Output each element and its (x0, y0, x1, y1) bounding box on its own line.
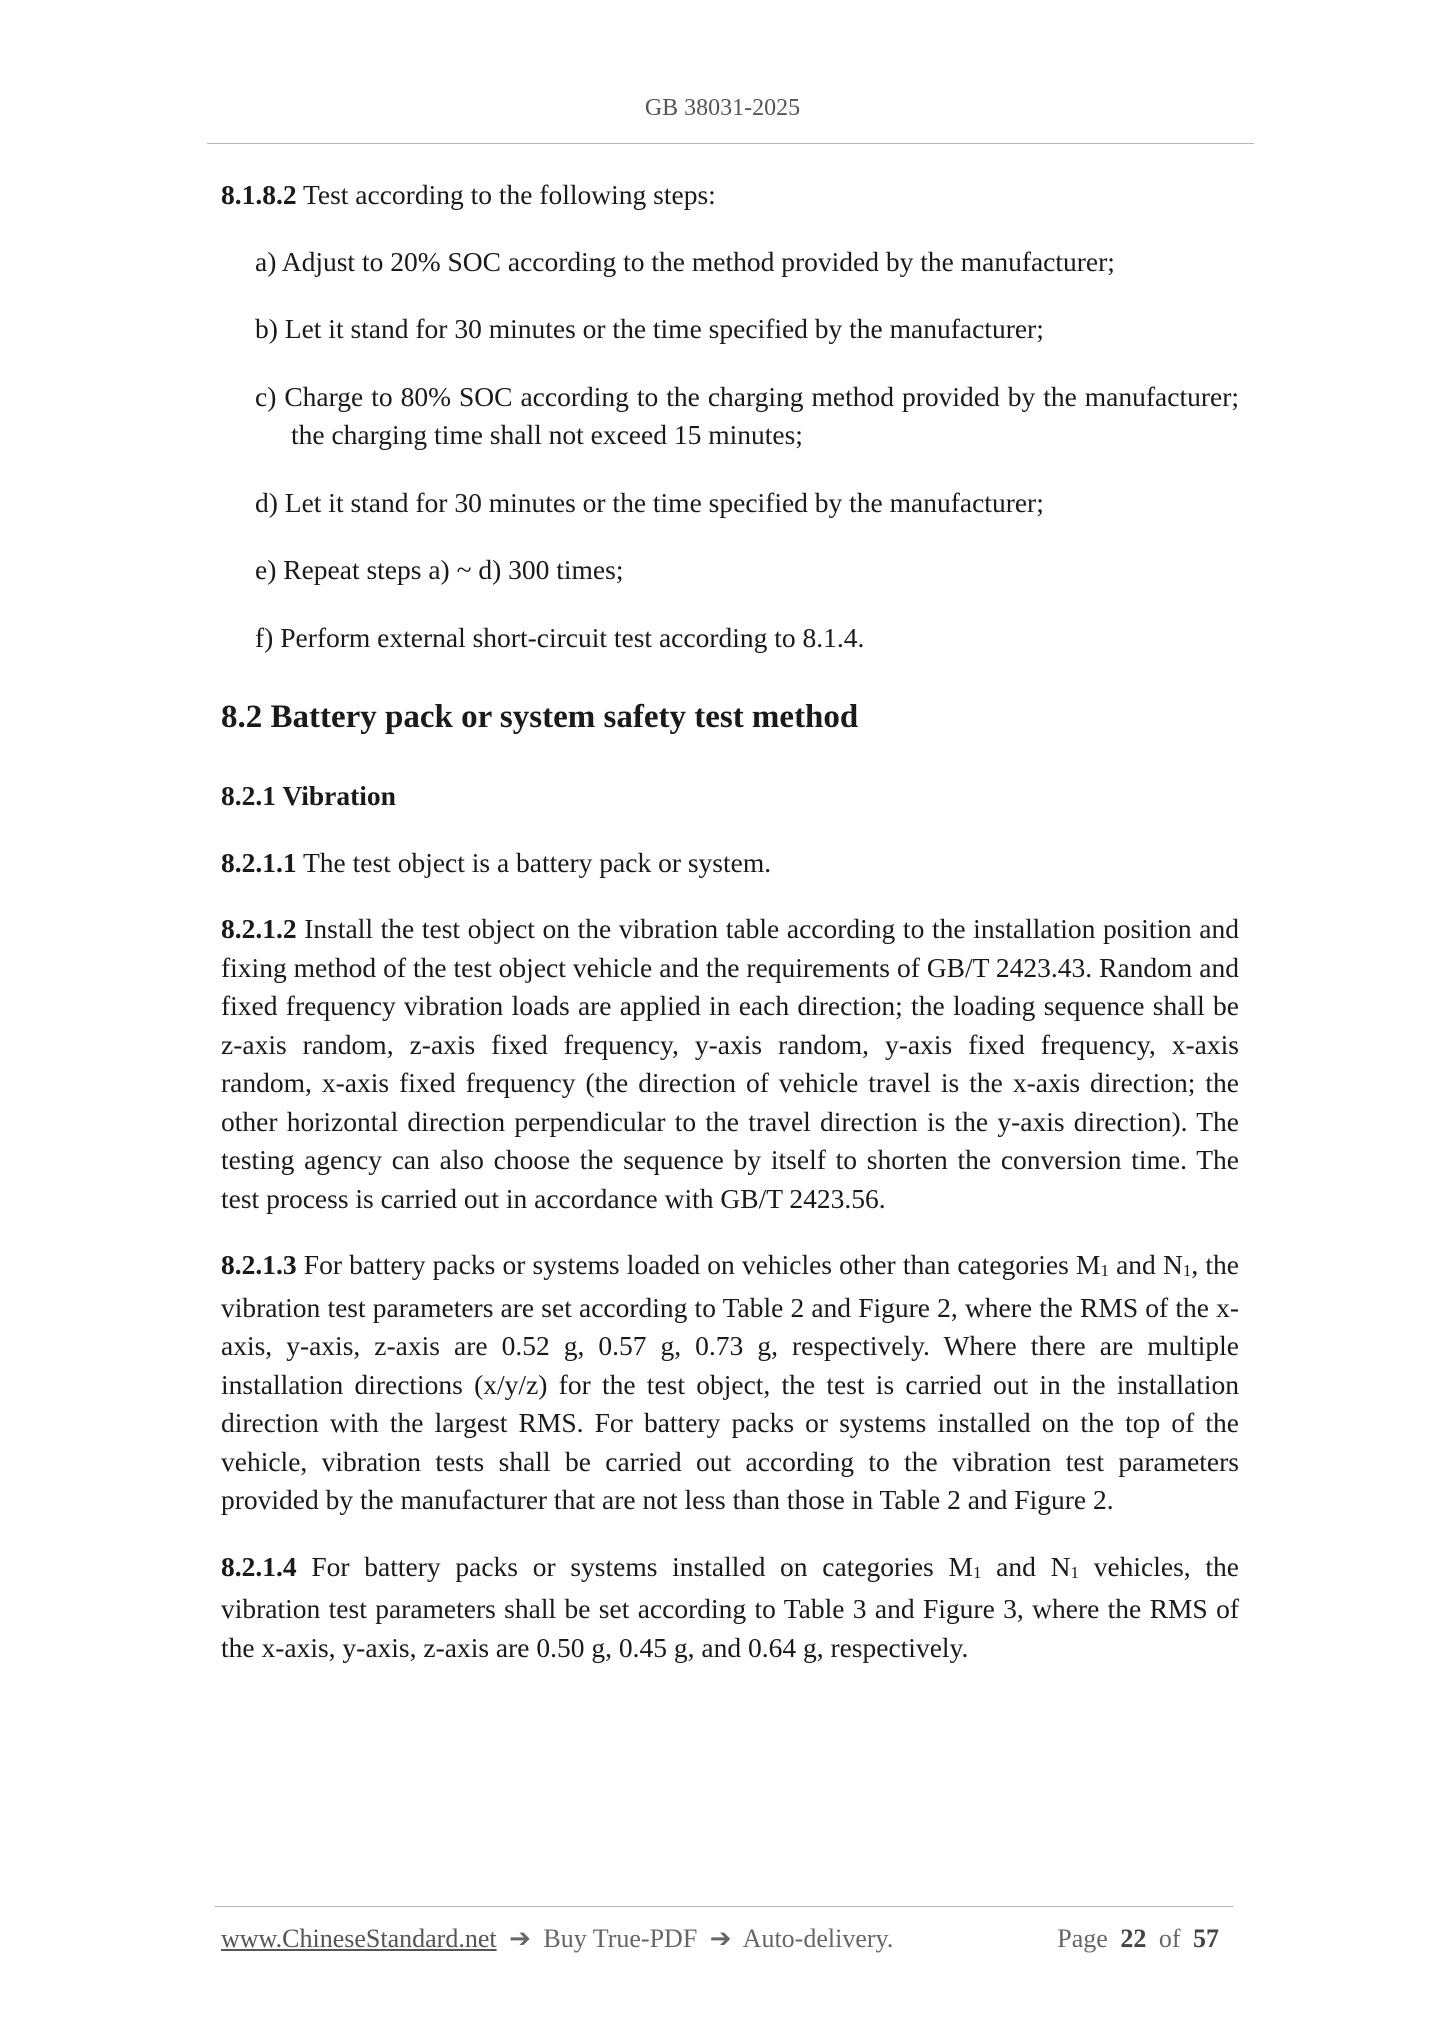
clause-text: Test according to the following steps: (296, 179, 716, 210)
subscript: 1 (1070, 1562, 1079, 1582)
clause-number: 8.2.1.4 (221, 1550, 297, 1582)
header-divider (207, 143, 1254, 144)
step-c: c) Charge to 80% SOC according to the charging method provided by the manufacturer; the charging time shall not exceed 15 minutes; (255, 380, 1239, 450)
clause-number: 8.2.1.1 (221, 846, 297, 878)
page-label: Page (1057, 1924, 1108, 1953)
subsection-heading-8-2-1: 8.2.1 Vibration (221, 780, 396, 811)
arrow-right-icon: ➔ (709, 1924, 732, 1953)
clause-text: For battery packs or systems installed on categories M (296, 1550, 973, 1582)
clause-number: 8.2.1.3 (221, 1249, 297, 1280)
step-e: e) Repeat steps a) ~ d) 300 times; (255, 554, 624, 585)
step-d: d) Let it stand for 30 minutes or the time specified by the manufacturer; (255, 486, 1044, 518)
clause-8-2-1-3 (221, 1246, 1239, 1520)
step-a: a) Adjust to 20% SOC according to the method provided by the manufacturer; (255, 245, 1115, 277)
buy-pdf-text: Buy True-PDF (543, 1924, 698, 1953)
clause-text: , the vibration test parameters are set according to Table 2 and Figure 2, where the RMS of the x-axis, y-axis, z-axis are 0.52 g, 0.57 g, 0.73 g, respectively. Where there are multiple installation directions (x/y/z) for the test object, the test is carried out in the installation direction with the largest RMS. For battery packs or systems installed on the top of the vehicle, vibration tests shall be carried out according to the vibration test parameters provided by the manufacturer that are not less than those in Table 2 and Figure 2. (221, 1249, 1239, 1515)
subscript: 1 (1100, 1261, 1109, 1280)
auto-delivery-text: Auto-delivery. (742, 1924, 894, 1953)
clause-text: Install the test object on the vibration table according to the installation position and fixing method of the test object vehicle and the requirements of GB/T 2423.43. Random and fixed frequency vibration loads are applied in each direction; the loading sequence shall be z-axis random, z-axis fixed frequency, y-axis random, y-axis fixed frequency, x-axis random, x-axis fixed frequency (the direction of vehicle travel is the x-axis direction; the other horizontal direction perpendicular to the travel direction is the y-axis direction). The testing agency can also choose the sequence by itself to shorten the conversion time. The test process is carried out in accordance with GB/T 2423.56. (221, 913, 1239, 1214)
clause-8-2-1-1 (221, 844, 1239, 883)
arrow-right-icon: ➔ (509, 1924, 531, 1953)
document-header (0, 95, 1445, 122)
of-label: of (1158, 1924, 1181, 1953)
website-link[interactable]: www.ChineseStandard.net (221, 1924, 497, 1953)
clause-text: vehicles, the vibration test parameters shall be set according to Table 3 and Figure 3, where the RMS of the x-axis, y-axis, z-axis are 0.50 g, 0.45 g, and 0.64 g, respectively. (221, 1550, 1239, 1663)
clause-number: 8.1.8.2 (221, 179, 297, 210)
clause-text: For battery packs or systems loaded on vehicles other than categories M (296, 1249, 1101, 1280)
current-page-number: 22 (1120, 1924, 1147, 1953)
standard-number: GB 38031-2025 (644, 95, 801, 121)
clause-number: 8.2.1.2 (221, 913, 297, 944)
subscript: 1 (972, 1562, 982, 1582)
clause-text: and N (981, 1550, 1071, 1582)
footer-promo (221, 1924, 893, 1954)
page-content (221, 176, 1239, 1695)
step-f: f) Perform external short-circuit test according to 8.1.4. (255, 621, 865, 653)
clause-8-1-8-2 (221, 176, 1239, 215)
subscript: 1 (1182, 1261, 1192, 1280)
page-indicator (1057, 1924, 1225, 1954)
total-page-count: 57 (1193, 1924, 1219, 1953)
clause-8-2-1-4 (221, 1548, 1239, 1668)
step-b: b) Let it stand for 30 minutes or the time specified by the manufacturer; (255, 313, 1044, 344)
footer-divider (215, 1906, 1233, 1907)
clause-8-2-1-2 (221, 910, 1239, 1218)
clause-text: and N (1108, 1249, 1183, 1280)
section-heading-8-2: 8.2 Battery pack or system safety test method (221, 699, 859, 735)
clause-text: The test object is a battery pack or system. (296, 846, 772, 878)
